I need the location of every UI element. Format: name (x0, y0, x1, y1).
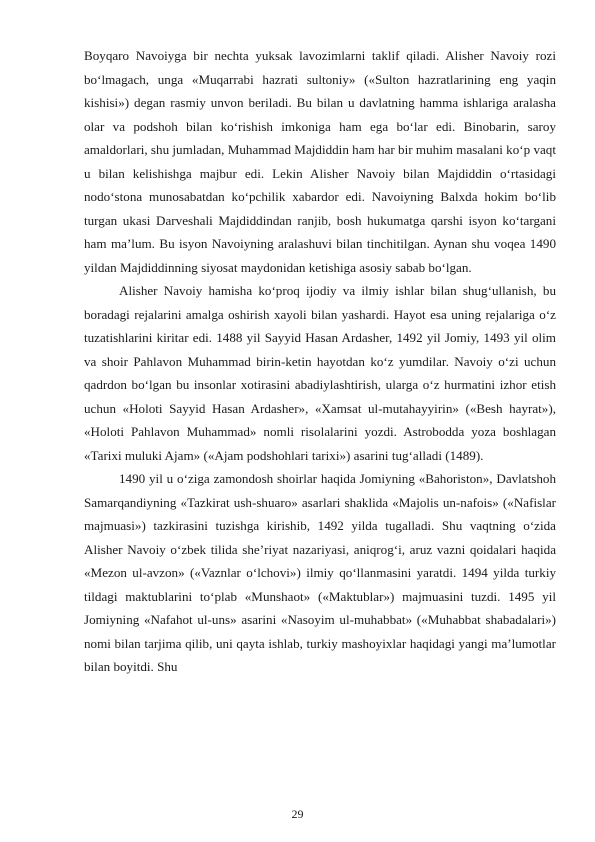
body-text (84, 44, 556, 679)
paragraph-1: Boyqaro Navoiyga bir nechta yuksak lavozimlarni taklif qiladi. Alisher Navoiy rozi bo‘lmagach, unga «Muqarrabi hazrati sultoniy» («Sulton hazratlarining eng yaqin kishisi») degan rasmiy unvon beriladi. Bu bilan u davlatning hamma ishlariga aralasha olar va podshoh bilan ko‘rishish imkoniga ham ega bo‘lar edi. Binobarin, saroy amaldorlari, shu jumladan, Muhammad Majdiddin ham har bir muhim masalani ko‘p vaqt u bilan kelishishga majbur edi. Lekin Alisher Navoiy bilan Majdiddin o‘rtasidagi nodo‘stona munosabatdan ko‘pchilik xabardor edi. Navoiyning Balxda hokim bo‘lib turgan ukasi Darveshali Majdiddindan ranjib, bosh hukumatga qarshi isyon ko‘targani ham ma’lum. Bu isyon Navoiyning aralashuvi bilan tinchitilgan. Aynan shu voqea 1490 yildan Majdiddinning siyosat maydonidan ketishiga asosiy sabab bo‘lgan. (84, 48, 556, 275)
paragraph-2: Alisher Navoiy hamisha ko‘proq ijodiy va ilmiy ishlar bilan shug‘ullanish, bu boradagi rejalarini amalga oshirish xayoli bilan yashardi. Hayot esa uning rejalariga o‘z tuzatishlarini kiritar edi. 1488 yil Sayyid Hasan Ardasher, 1492 yil Jomiy, 1493 yil olim va shoir Pahlavon Muhammad birin-ketin hayotdan ko‘z yumdilar. Navoiy o‘zi uchun qadrdon bo‘lgan bu insonlar xotirasini abadiylashtirish, ularga o‘z hurmatini izhor etish uchun «Holoti Sayyid Hasan Ardasher», «Xamsat ul-mutahayyirin» («Besh hayrat»), «Holoti Pahlavon Muhammad» nomli risolalarini yozdi. Astrobodda yoza boshlagan «Tarixi muluki Ajam» («Ajam podshohlari tarixi») asarini tug‘alladi (1489). (84, 283, 556, 463)
paragraph-3: 1490 yil u o‘ziga zamondosh shoirlar haqida Jomiyning «Bahoriston», Davlatshoh Samarqandiyning «Tazkirat ush-shuaro» asarlari shaklida «Majolis un-nafois» («Nafislar majmuasi») tazkirasini tuzishga kirishib, 1492 yilda tugalladi. Shu vaqtning o‘zida Alisher Navoiy o‘zbek tilida she’riyat nazariyasi, aniqrog‘i, aruz vazni qoidalari haqida «Mezon ul-avzon» («Vaznlar o‘lchovi») ilmiy qo‘llanmasini yaratdi. 1494 yilda turkiy tildagi maktublarini to‘plab «Munshaot» («Maktublar») majmuasini tuzdi. 1495 yil Jomiyning «Nafahot ul-uns» asarini «Nasoyim ul-muhabbat» («Muhabbat shabadalari») nomi bilan tarjima qilib, uni qayta ishlab, turkiy mashoyixlar haqidagi yangi ma’lumotlar bilan boyitdi. Shu (84, 471, 556, 674)
page-number: 29 (291, 807, 304, 821)
